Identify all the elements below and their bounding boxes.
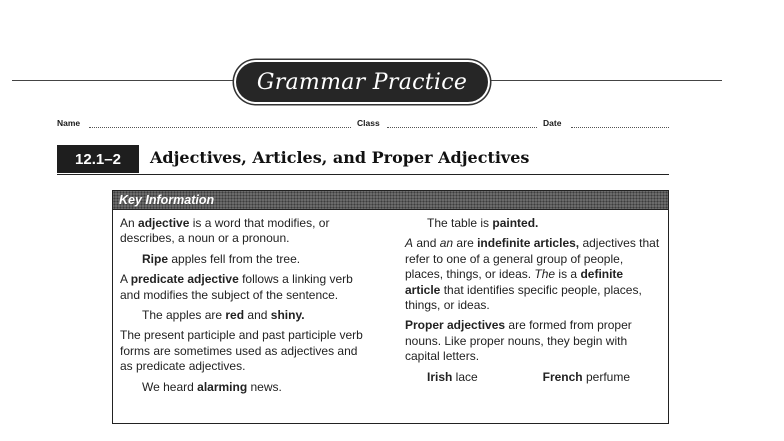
date-label: Date [543, 118, 562, 128]
name-label: Name [57, 118, 81, 128]
participle-note: The present participle and past participle verb forms are sometimes used as adjectives and as predicate adjectives. [120, 328, 363, 374]
adjective-definition: An adjective is a word that modifies, or describes, a noun or a pronoun. [120, 216, 330, 246]
participle-example: We heard alarming news. [142, 379, 282, 394]
key-info-left-column [120, 216, 370, 395]
grammar-practice-banner [236, 62, 488, 102]
key-info-right-column [405, 216, 660, 385]
articles-definition: A and an are indefinite articles, adjectives that refer to one of a general group of people, places, things, or ideas. The is a definite article that identifies specific people, places, things, or ideas. [405, 236, 660, 313]
proper-adjective-example: French perfume [542, 369, 630, 384]
adjective-example: Ripe apples fell from the tree. [142, 251, 301, 266]
proper-adjective-example: Irish lace [427, 369, 478, 384]
section-title: Adjectives, Articles, and Proper Adjectives [150, 148, 530, 167]
proper-adjectives-definition: Proper adjectives are formed from proper nouns. Like proper nouns, they begin with capital letters. [405, 318, 632, 364]
participle-example-2: The table is painted. [427, 216, 539, 230]
predicate-adjective-definition: A predicate adjective follows a linking verb and modifies the subject of the sentence. [120, 272, 353, 302]
banner-title: Grammar Practice [256, 69, 468, 95]
key-information-heading: Key Information [113, 191, 668, 210]
key-information-box [112, 190, 669, 424]
date-field[interactable] [571, 127, 669, 128]
predicate-adjective-example: The apples are red and shiny. [142, 308, 305, 323]
section-rule [57, 174, 669, 175]
section-number-badge: 12.1–2 [57, 145, 139, 173]
name-field[interactable] [89, 127, 351, 128]
class-label: Class [357, 118, 380, 128]
student-info-row [57, 118, 672, 132]
proper-adjective-examples [405, 370, 660, 385]
class-field[interactable] [387, 127, 537, 128]
